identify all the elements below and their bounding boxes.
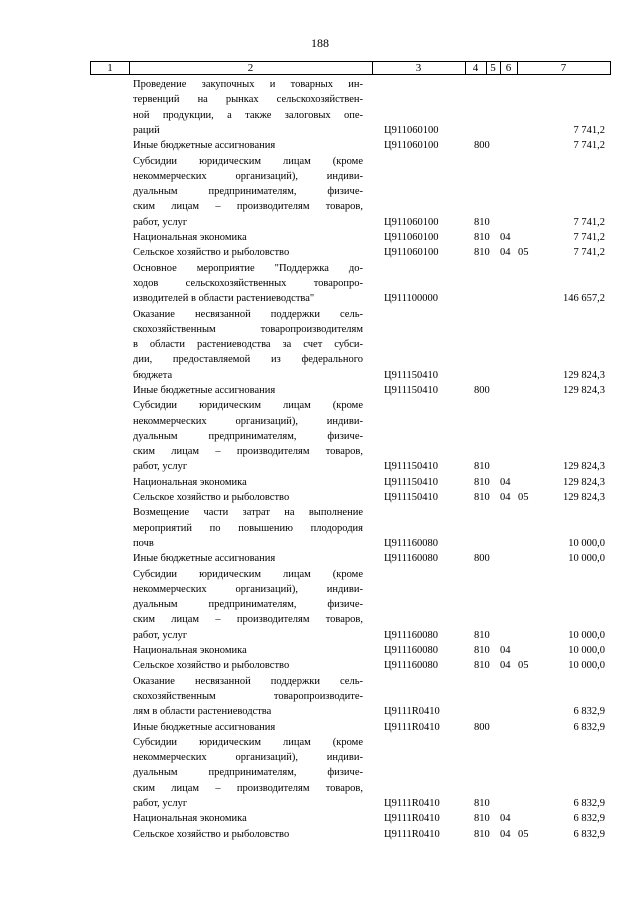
table-row (0, 230, 640, 245)
row-col-4: 800 (474, 553, 490, 565)
row-description (133, 77, 363, 138)
row-code: Ц911100000 (384, 293, 439, 305)
row-amount: 10 000,0 (568, 553, 605, 565)
description-line: Оказание несвязанной поддержки сель- (133, 675, 363, 687)
description-line: дии, предоставляемой из федерального (133, 354, 363, 366)
row-amount: 10 000,0 (568, 645, 605, 657)
row-amount: 6 832,9 (573, 828, 605, 840)
description-line: Сельское хозяйство и рыболовство (133, 247, 290, 259)
row-amount: 7 741,2 (573, 232, 605, 243)
description-line: дуальным предпринимателям, физиче- (133, 430, 363, 442)
row-col-4: 810 (474, 798, 490, 810)
table-row (0, 674, 640, 720)
table-row (0, 720, 640, 735)
row-amount: 6 832,9 (573, 798, 605, 810)
description-line: ходов сельскохозяйственных товаропро- (133, 277, 363, 289)
table-header (90, 61, 611, 75)
row-code: Ц9111R0410 (384, 721, 440, 733)
row-amount: 146 657,2 (563, 293, 605, 305)
row-code: Ц911160080 (384, 660, 439, 672)
row-description (133, 138, 363, 153)
row-col-4: 800 (474, 721, 490, 733)
description-line: Сельское хозяйство и рыболовство (133, 828, 290, 840)
row-description (133, 720, 363, 735)
row-code: Ц911150410 (384, 492, 439, 504)
row-code: Ц911150410 (384, 369, 439, 381)
row-code: Ц911060100 (384, 140, 439, 152)
row-code: Ц9111R0410 (384, 813, 440, 825)
header-col-1: 1 (107, 62, 113, 74)
header-col-4: 4 (472, 62, 479, 74)
description-line: некоммерческих организаций), индиви- (133, 170, 363, 182)
row-description (133, 490, 363, 505)
description-line: ским лицам – производителям товаров, (133, 614, 363, 626)
row-amount: 6 832,9 (573, 813, 605, 825)
row-col-4: 810 (474, 629, 490, 641)
description-line: Иные бюджетные ассигнования (133, 385, 276, 396)
description-line: некоммерческих организаций), индиви- (133, 415, 363, 427)
description-line: в области растениеводства за счет субси- (133, 339, 363, 351)
description-line: Сельское хозяйство и рыболовство (133, 660, 290, 672)
description-line: ским лицам – производителям товаров, (133, 782, 363, 794)
description-line: Сельское хозяйство и рыболовство (133, 492, 290, 504)
row-col-4: 810 (474, 216, 490, 228)
row-description (133, 245, 363, 260)
row-description (133, 551, 363, 566)
description-line: дуальным предпринимателям, физиче- (133, 186, 363, 198)
description-line: почв (133, 537, 154, 549)
row-amount: 10 000,0 (568, 537, 605, 549)
row-col-5: 04 (500, 660, 511, 672)
header-col-7: 7 (560, 62, 567, 74)
row-code: Ц911160080 (384, 629, 439, 641)
row-col-4: 810 (474, 247, 490, 259)
row-code: Ц911150410 (384, 476, 439, 488)
row-amount: 129 824,3 (563, 369, 605, 381)
row-description (133, 567, 363, 643)
row-code: Ц9111R0410 (384, 798, 440, 810)
row-col-6: 05 (518, 828, 529, 840)
row-col-6: 05 (518, 660, 529, 672)
description-line: некоммерческих организаций), индиви- (133, 583, 363, 595)
description-line: скохозяйственным товаропроизводите- (133, 690, 363, 702)
row-amount: 129 824,3 (563, 385, 605, 396)
row-description (133, 383, 363, 398)
page-number: 188 (311, 36, 329, 50)
row-col-4: 810 (474, 476, 490, 488)
row-amount: 7 741,2 (573, 247, 605, 259)
description-line: ной продукции, а также залоговых опе- (133, 109, 363, 121)
table-row (0, 490, 640, 505)
description-line: работ, услуг (133, 461, 188, 473)
row-code: Ц911060100 (384, 232, 439, 243)
row-col-5: 04 (500, 813, 511, 825)
row-amount: 10 000,0 (568, 629, 605, 641)
row-amount: 6 832,9 (573, 706, 605, 718)
row-col-4: 810 (474, 828, 490, 840)
table-row (0, 827, 640, 842)
row-col-4: 810 (474, 645, 490, 657)
row-col-5: 04 (500, 232, 511, 243)
row-col-5: 04 (500, 247, 511, 259)
row-amount: 7 741,2 (573, 140, 605, 152)
description-line: дуальным предпринимателям, физиче- (133, 599, 363, 611)
table-row (0, 245, 640, 260)
description-line: Субсидии юридическим лицам (кроме (133, 568, 363, 580)
description-line: Иные бюджетные ассигнования (133, 140, 276, 152)
table-row (0, 643, 640, 658)
row-description (133, 505, 363, 551)
row-code: Ц911150410 (384, 385, 439, 396)
row-amount: 129 824,3 (563, 476, 605, 488)
description-line: некоммерческих организаций), индиви- (133, 752, 363, 764)
description-line: лям в области растениеводства (133, 706, 272, 718)
description-line: Иные бюджетные ассигнования (133, 721, 276, 733)
row-code: Ц911060100 (384, 124, 439, 136)
description-line: ским лицам – производителям товаров, (133, 201, 363, 213)
description-line: Иные бюджетные ассигнования (133, 553, 276, 565)
description-line: Субсидии юридическим лицам (кроме (133, 400, 363, 412)
description-line: дуальным предпринимателям, физиче- (133, 767, 363, 779)
description-line: изводителей в области растениеводства" (133, 293, 315, 305)
row-col-5: 04 (500, 492, 511, 504)
header-col-6: 6 (505, 62, 512, 74)
description-line: Национальная экономика (133, 813, 247, 825)
description-line: тервенций на рынках сельскохозяйствен- (133, 94, 363, 106)
row-description (133, 475, 363, 490)
row-col-6: 05 (518, 492, 529, 504)
description-line: работ, услуг (133, 629, 188, 641)
row-col-4: 800 (474, 385, 490, 396)
row-amount: 6 832,9 (573, 721, 605, 733)
row-code: Ц911150410 (384, 461, 439, 473)
row-code: Ц911160080 (384, 553, 439, 565)
row-col-4: 810 (474, 813, 490, 825)
row-description (133, 811, 363, 826)
row-code: Ц9111R0410 (384, 706, 440, 718)
row-col-5: 04 (500, 828, 511, 840)
description-line: раций (133, 124, 160, 136)
row-col-4: 810 (474, 461, 490, 473)
row-description (133, 643, 363, 658)
description-line: Возмещение части затрат на выполнение (133, 507, 363, 519)
description-line: Основное мероприятие "Поддержка до- (133, 262, 363, 274)
table-row (0, 567, 640, 644)
row-description (133, 154, 363, 230)
table-row (0, 77, 640, 138)
description-line: Проведение закупочных и товарных ин- (133, 79, 363, 90)
header-col-5: 5 (490, 62, 496, 74)
row-code: Ц911160080 (384, 537, 439, 549)
description-line: Национальная экономика (133, 232, 247, 243)
row-amount: 129 824,3 (563, 492, 605, 504)
row-description (133, 398, 363, 474)
table-row (0, 383, 640, 398)
row-col-4: 810 (474, 492, 490, 504)
header-col-2: 2 (247, 62, 254, 74)
description-line: работ, услуг (133, 216, 188, 228)
row-amount: 7 741,2 (573, 124, 605, 136)
description-line: Субсидии юридическим лицам (кроме (133, 736, 363, 748)
row-col-5: 04 (500, 476, 511, 488)
table-row (0, 551, 640, 566)
table-row (0, 261, 640, 307)
table-row (0, 154, 640, 231)
row-col-6: 05 (518, 247, 529, 259)
description-line: Национальная экономика (133, 476, 247, 488)
description-line: Оказание несвязанной поддержки сель- (133, 308, 363, 320)
description-line: ским лицам – производителям товаров, (133, 446, 363, 458)
row-code: Ц911160080 (384, 645, 439, 657)
row-description (133, 827, 363, 842)
description-line: работ, услуг (133, 798, 188, 810)
description-line: скохозяйственным товаропроизводителям (133, 323, 363, 335)
table-row (0, 811, 640, 826)
row-amount: 10 000,0 (568, 660, 605, 672)
row-description (133, 735, 363, 811)
row-amount: 129 824,3 (563, 461, 605, 473)
header-col-3: 3 (415, 62, 422, 74)
table-row (0, 505, 640, 551)
row-code: Ц911060100 (384, 216, 439, 228)
table-row (0, 307, 640, 384)
description-line: Субсидии юридическим лицам (кроме (133, 155, 363, 167)
description-line: мероприятий по повышению плодородия (133, 522, 363, 534)
row-description (133, 261, 363, 307)
table-row (0, 735, 640, 812)
row-code: Ц9111R0410 (384, 828, 440, 840)
table-row (0, 138, 640, 153)
row-amount: 7 741,2 (573, 216, 605, 228)
row-description (133, 674, 363, 720)
row-col-4: 810 (474, 660, 490, 672)
row-description (133, 658, 363, 673)
row-col-5: 04 (500, 645, 511, 657)
description-line: Национальная экономика (133, 645, 247, 657)
row-description (133, 230, 363, 245)
row-code: Ц911060100 (384, 247, 439, 259)
table-row (0, 475, 640, 490)
row-col-4: 800 (474, 140, 490, 152)
description-line: бюджета (133, 369, 173, 381)
table-row (0, 658, 640, 673)
row-description (133, 307, 363, 383)
row-col-4: 810 (474, 232, 490, 243)
table-row (0, 398, 640, 475)
